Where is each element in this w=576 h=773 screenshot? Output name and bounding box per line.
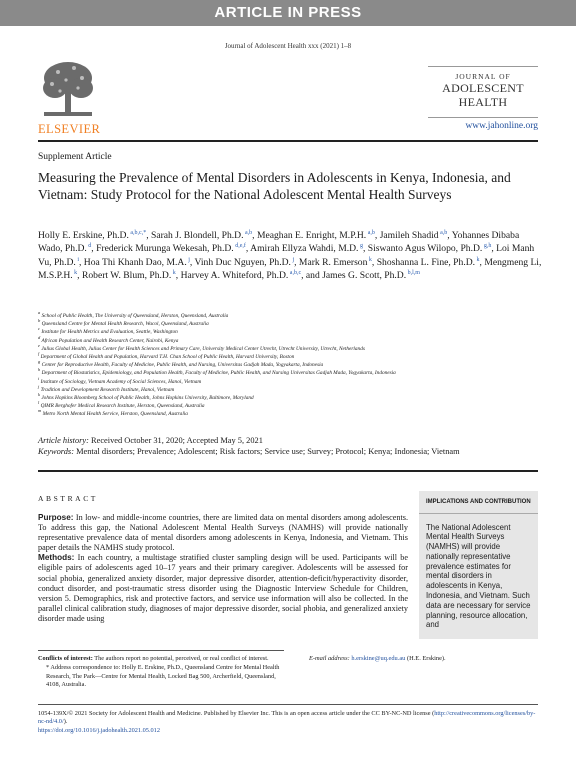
license-close: ). (63, 718, 68, 726)
keywords: Mental disorders; Prevalence; Adolescent; Risk factors; Service use; Survey; Protocol; Kenya; Indonesia; Vietnam (76, 446, 460, 456)
affiliation-item (38, 328, 543, 336)
affiliation-text: Metro North Mental Health Service, Herston, Queensland, Australia (41, 411, 188, 418)
footnotes (38, 655, 284, 690)
journal-masthead (428, 72, 538, 109)
license-text: 1054-139X/© 2021 Society for Adolescent Health and Medicine. Published by Elsevier Inc. This is an open access article under the CC BY-NC-ND license ( (38, 710, 435, 717)
conflicts-text: The authors report no potential, perceived, or real conflict of interest. (94, 655, 269, 662)
masthead-line-2: ADOLESCENT (442, 81, 524, 95)
affiliation-key: h (38, 367, 41, 373)
author-name: Harvey A. Whiteford, Ph.D. (180, 270, 289, 282)
affiliation-item (38, 402, 543, 410)
author-name: Jamileh Shadid (379, 230, 439, 241)
author-list: Holly E. Erskine, Ph.D. $^{a,b,c,*}$, Sarah J. Blondell, Ph.D. $^{a,b}$, Meaghan E. Enright, M.P.H. $^{a,b}$, Jamileh Shadid $^{a,b}$, Yohannes Dibaba Wado, Ph.D. $^d$, Frederick Murunga Wekesah, Ph.D. $^{d,e,f}$, Amirah Ellyza Wahdi, M.D. $^g$, Siswanto Agus Wilopo, Ph.D. $^{g,h}$, Loi Manh Vu, Ph.D. $^i$, Hoa Thi Khanh Dao, M.A. $^j$, Vinh Duc Nguyen, Ph.D. $^j$, Mark R. Emerson $^k$, Shoshanna L. Fine, Ph.D. $^k$, Mengmeng Li, M.S.P.H. $^k$, Robert W. Blum, Ph.D. $^k$, Harvey A. Whiteford, Ph.D. $^{a,b,c}$, and James G. Scott, Ph.D. $^{b,l,m}$ (38, 229, 542, 282)
affiliation-text: Tradition and Development Research Institute, Hanoi, Vietnam (39, 386, 175, 393)
purpose-text: In low- and middle-income countries, there are limited data on mental disorders among adolescents. To address this gap, the National Adolescent Mental Health Surveys (NAMHS) will provide nationally representative prevalence data of mental disorders among adolescents in Kenya, Indonesia, and Vietnam. This paper details the NAMHS study protocol. (38, 513, 409, 553)
author-name: Holly E. Erskine, Ph.D. (38, 230, 129, 241)
affiliation-text: Department of Global Health and Population, Harvard T.H. Chan School of Public Health, Harvard University, Boston (39, 354, 295, 361)
affiliation-key: m (38, 408, 42, 414)
affiliation-key: k (38, 392, 40, 398)
author-affiliation-marker[interactable]: a,b (366, 229, 375, 236)
author-affiliation-marker[interactable]: k (475, 256, 480, 263)
author-name: Frederick Murunga Wekesah, Ph.D. (96, 243, 234, 255)
abstract-body (38, 513, 408, 624)
section-divider (38, 470, 538, 472)
author-name: Siswanto Agus Wilopo, Ph.D. (367, 243, 483, 255)
author-affiliation-marker[interactable]: d (86, 243, 92, 250)
history-label: Article history: (38, 436, 89, 445)
masthead-rule (428, 117, 538, 118)
author-name: Robert W. Blum, Ph.D. (81, 270, 172, 282)
author-name: Loi Manh Vu, Ph.D. (38, 243, 535, 268)
author-affiliation-marker[interactable]: a,b,c (288, 270, 302, 277)
affiliation-text: Johns Hopkins Bloomberg School of Public Health, Johns Hopkins University, Baltimore, Maryland (40, 395, 254, 402)
affiliation-item (38, 334, 543, 345)
affiliation-list (38, 312, 543, 419)
article-in-press-banner: ARTICLE IN PRESS (0, 0, 576, 26)
affiliation-item (38, 312, 543, 320)
affiliation-text: Center for Reproductive Health, Faculty of Medicine, Public Health, and Nursing, Universitas Gadjah Mada, Yogyakarta, Indonesia (40, 362, 324, 369)
affiliation-text: School of Public Health, The University of Queensland, Herston, Queensland, Australia (40, 313, 229, 319)
author-affiliation-marker[interactable]: g (358, 243, 363, 250)
author-affiliation-marker[interactable]: g,h (482, 243, 492, 250)
author-name: Vinh Duc Nguyen, Ph.D. (194, 256, 291, 268)
license-block (38, 710, 543, 735)
author-name: Shoshanna L. Fine, Ph.D. (376, 256, 476, 268)
affiliation-key: j (38, 384, 40, 390)
author-affiliation-marker[interactable]: j (290, 256, 295, 263)
author-name: Yohannes Dibaba Wado, Ph.D. (38, 230, 520, 255)
affiliation-key: e (38, 343, 40, 349)
affiliation-item (38, 369, 543, 377)
author-affiliation-marker[interactable]: k (367, 256, 372, 263)
affiliation-item (38, 386, 543, 394)
author-affiliation-marker[interactable]: i (75, 256, 79, 263)
affiliation-text: QIMR Berghofer Medical Research Institute, Herston, Queensland, Australia (39, 403, 205, 410)
author-affiliation-marker[interactable]: d,e,f (233, 243, 246, 250)
affiliation-text: Julius Global Health, Julius Center for Health Sciences and Primary Care, University Medical Center Utrecht, Utrecht University, Utrecht, Netherlands (40, 345, 365, 352)
license-divider (38, 704, 538, 705)
email-suffix: (H.E. Erskine). (406, 655, 446, 662)
author-affiliation-marker[interactable]: a,b,c,* (128, 229, 147, 236)
affiliation-item (38, 361, 543, 369)
email-label: E-mail address: (309, 655, 350, 662)
affiliation-key: f (38, 351, 40, 357)
article-type: Supplement Article (38, 152, 112, 162)
methods-label: Methods: (38, 553, 75, 563)
implications-box (419, 491, 538, 639)
affiliation-key: g (38, 359, 41, 365)
article-history (38, 436, 543, 457)
author-name: Meaghan E. Enright, M.P.H. (256, 230, 367, 241)
journal-url-link[interactable]: www.jahonline.org (465, 121, 538, 131)
author-name: Sarah J. Blondell, Ph.D. (151, 230, 244, 241)
affiliation-key: b (38, 318, 41, 324)
author-affiliation-marker[interactable]: j (186, 256, 190, 263)
keywords-label: Keywords: (38, 446, 74, 456)
masthead-line-1: JOURNAL OF (455, 72, 511, 81)
header-divider (38, 140, 538, 142)
author-name: Mengmeng Li, M.S.P.H. (38, 256, 542, 282)
conflicts-label: Conflicts of interest: (38, 655, 93, 662)
author-name: Mark R. Emerson (298, 256, 368, 268)
affiliation-key: c (38, 326, 40, 332)
author-affiliation-marker[interactable]: k (171, 270, 176, 277)
affiliation-text: Department of Biostatistics, Epidemiology, and Population Health, Faculty of Medicine, Public Health, and Nursing Universitas Gadjah Mada, Yogyakarta, Indonesia (40, 370, 396, 377)
affiliation-item (38, 353, 543, 361)
masthead-rule (428, 66, 538, 67)
affiliation-item (38, 410, 543, 418)
affiliation-text: Queensland Centre for Mental Health Research, Wacol, Queensland, Australia (40, 321, 209, 328)
correspondence-note: * Address correspondence to: Holly E. Erskine, Ph.D., Queensland Centre for Mental Health Research, The Park—Centre for Mental Health, Locked Bag 500, Archerfield, Queensland, 4108, Australia. (46, 664, 280, 689)
implications-body: The National Adolescent Mental Health Surveys (NAMHS) will provide nationally representative prevalence estimates for mental disorders in adolescents in Kenya, Indonesia, and Vietnam. Such data are necessary for service planning, resource allocation, and (426, 522, 531, 630)
author-name: Hoa Thi Khanh Dao, M.A. (83, 256, 187, 268)
history-dates: Received October 31, 2020; Accepted May 5, 2021 (91, 436, 263, 445)
publisher-name: ELSEVIER (38, 122, 101, 136)
article-title: Measuring the Prevalence of Mental Disorders in Adolescents in Kenya, Indonesia, and Vietnam: Study Protocol for the National Adolescent Mental Health Surveys (38, 170, 511, 202)
affiliation-key: d (38, 334, 41, 340)
email-footnote (309, 655, 539, 662)
masthead-line-3: HEALTH (458, 95, 508, 109)
affiliation-text: Institute for Health Metrics and Evaluation, Seattle, Washington (40, 329, 178, 336)
author-name: James G. Scott, Ph.D. (322, 270, 407, 282)
journal-citation-line: Journal of Adolescent Health xxx (2021) 1–8 (224, 42, 352, 50)
affiliation-text: African Population and Health Research Center, Nairobi, Kenya (40, 337, 179, 344)
footnote-divider (38, 650, 284, 651)
doi-link[interactable]: https://doi.org/10.1016/j.jadohealth.2021.05.012 (38, 726, 160, 734)
abstract-heading: ABSTRACT (38, 494, 98, 503)
author-affiliation-marker[interactable]: b,l,m (406, 270, 420, 277)
license-link[interactable]: http://creativecommons.org/licenses/by-nc-nd/4.0/ (38, 710, 536, 726)
affiliation-item (38, 375, 543, 386)
author-affiliation-marker[interactable]: k (72, 270, 78, 277)
affiliation-text: Institute of Sociology, Vietnam Academy of Social Sciences, Hanoi, Vietnam (39, 378, 202, 385)
author-name: Amirah Ellyza Wahdi, M.D. (250, 243, 359, 255)
email-link[interactable]: h.erskine@uq.edu.au (351, 655, 406, 662)
affiliation-item (38, 320, 543, 328)
affiliation-key: i (38, 375, 40, 381)
elsevier-tree-logo-icon (38, 58, 98, 122)
methods-text: In each country, a multistage stratified cluster sampling design will be used. Participants will be eligible pairs of adolescents aged 10–17 years and their primary caregiver. Adolescents will be assessed for social phobia, generalized anxiety disorder, major depressive disorder, attention-deficit/hyperactivity disorder, conduct disorder, and post-traumatic stress disorder using the Diagnostic Interview Schedule for Children, version 5. Demographics, risk and protective factors, and service use information will also be collected. In the parallel clinical calibration study, diagnoses of major depressive disorder, social phobia, and generalized anxiety disorder made using (38, 553, 409, 623)
affiliation-key: a (38, 310, 41, 316)
author-affiliation-marker[interactable]: a,b (243, 229, 253, 236)
purpose-label: Purpose: (38, 513, 74, 522)
affiliation-item (38, 345, 543, 353)
implications-title: IMPLICATIONS AND CONTRIBUTION (419, 491, 538, 514)
author-affiliation-marker[interactable]: a,b (438, 229, 448, 236)
affiliation-key: l (38, 400, 40, 406)
affiliation-item (38, 394, 543, 402)
